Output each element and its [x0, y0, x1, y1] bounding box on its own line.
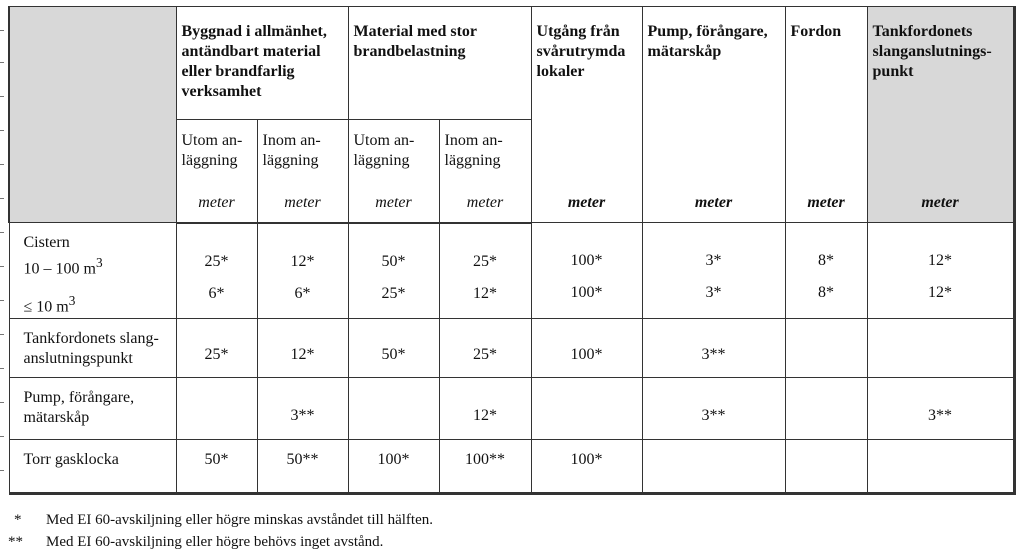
value-cell [176, 223, 257, 319]
value-cell: 100** [439, 439, 531, 493]
margin-tick [0, 130, 4, 131]
header-group-building: Byggnad i allmänhet, antändbart material eller brandfarlig verksamhet [176, 7, 348, 120]
value: 8* [818, 252, 835, 269]
unit-label: meter [284, 193, 321, 211]
cistern-sub2-label [24, 291, 171, 317]
value-cell [785, 439, 867, 493]
value: 12* [928, 252, 953, 269]
value-cell [785, 318, 867, 377]
footnote-mark: ** [8, 534, 23, 550]
margin-tick [0, 334, 4, 335]
value: 100* [570, 252, 603, 269]
header-pump-label: Pump, förångare, mätarskåp [647, 23, 768, 60]
value-cell: 100* [348, 439, 439, 493]
value-cell [531, 377, 642, 439]
value: 100* [570, 284, 603, 301]
value: 6* [208, 284, 225, 302]
value-cell [348, 223, 439, 319]
footnote [8, 533, 383, 551]
margin-tick [0, 198, 4, 199]
footnote [8, 511, 433, 529]
table-row-gasholder [9, 439, 1014, 493]
subheader-inside [439, 120, 531, 223]
value-cell [785, 377, 867, 439]
value-cell [642, 439, 785, 493]
value: 8* [818, 284, 835, 301]
table-row-hose-point [9, 318, 1014, 377]
value: 3* [705, 252, 722, 269]
table-row-pump [9, 377, 1014, 439]
value-cell [348, 377, 439, 439]
cistern-sub2-text: ≤ 10 m [23, 298, 69, 316]
row-label-cistern [9, 223, 176, 319]
margin-tick [0, 436, 4, 437]
corner-cell [9, 7, 176, 223]
cistern-sub1-text: 10 – 100 m [23, 260, 96, 278]
subheader-outside-label: Utom an-läggning [181, 132, 243, 169]
value-cell: 100* [531, 318, 642, 377]
value-cell: 50* [348, 318, 439, 377]
value-cell [867, 318, 1014, 377]
value: 25* [204, 252, 229, 270]
header-exit [531, 7, 642, 223]
unit-label: meter [921, 194, 959, 211]
header-hose-point [867, 7, 1014, 223]
header-group-material: Material med stor brandbelastning [348, 7, 531, 120]
value-cell [176, 377, 257, 439]
footnote-mark: * [14, 512, 22, 528]
footnote-text: Med EI 60-avskiljning eller högre minskas avståndet till hälften. [46, 512, 433, 528]
margin-tick [0, 266, 4, 267]
footnote-text: Med EI 60-avskiljning eller högre behövs inget avstånd. [46, 534, 384, 550]
value: 25* [381, 284, 406, 302]
margin-tick [0, 402, 4, 403]
value-cell [642, 223, 785, 319]
value-cell: 50* [176, 439, 257, 493]
value-cell: 3** [867, 377, 1014, 439]
header-hose-point-label: Tankfordonets slanganslutnings-punkt [872, 23, 992, 80]
row-label-hose-point: Tankfordonets slang-anslutningspunkt [9, 318, 176, 377]
value-cell: 12* [257, 318, 348, 377]
value-cell: 25* [176, 318, 257, 377]
value-cell: 50** [257, 439, 348, 493]
cistern-sub1-label [24, 253, 171, 279]
subheader-inside-label: Inom an-läggning [444, 132, 503, 169]
row-label-pump: Pump, förångare, mätarskåp [9, 377, 176, 439]
value: 12* [290, 252, 315, 270]
value-cell [867, 223, 1014, 319]
value-cell [531, 223, 642, 319]
value-cell: 3** [642, 318, 785, 377]
row-label-gasholder: Torr gasklocka [9, 439, 176, 493]
value: 12* [928, 284, 953, 301]
unit-label: meter [694, 194, 733, 211]
table-row-cistern [9, 223, 1014, 319]
margin-tick [0, 232, 4, 233]
unit-label: meter [375, 193, 412, 211]
value-cell [867, 439, 1014, 493]
value: 12* [473, 284, 497, 302]
margin-tick [0, 30, 4, 31]
margin-tick [0, 470, 4, 471]
value-cell [785, 223, 867, 319]
value-cell [257, 223, 348, 319]
unit-label: meter [807, 194, 845, 211]
margin-tick [0, 164, 4, 165]
subheader-inside [257, 120, 348, 223]
header-pump [642, 7, 785, 223]
subheader-outside [176, 120, 257, 223]
cistern-sub2-sup: 3 [68, 293, 76, 309]
cistern-sub1-sup: 3 [95, 255, 103, 270]
value-cell: 25* [439, 318, 531, 377]
subheader-outside [348, 120, 439, 223]
value: 3* [705, 284, 722, 301]
subheader-outside-label: Utom an-läggning [353, 132, 415, 169]
unit-label: meter [466, 193, 504, 211]
value: 25* [473, 252, 497, 270]
margin-tick [0, 62, 4, 63]
header-exit-label: Utgång från svårutrymda lokaler [536, 23, 626, 80]
cistern-label: Cistern [23, 234, 70, 251]
safety-distance-table [8, 6, 1016, 495]
margin-tick [0, 300, 4, 301]
header-vehicle [785, 7, 867, 223]
value-cell [439, 223, 531, 319]
value: 6* [294, 284, 311, 302]
value: 50* [381, 252, 406, 270]
unit-label: meter [198, 193, 235, 211]
value-cell: 3** [257, 377, 348, 439]
value-cell: 12* [439, 377, 531, 439]
subheader-inside-label: Inom an-läggning [262, 132, 321, 169]
unit-label: meter [567, 194, 606, 211]
margin-tick [0, 96, 4, 97]
margin-tick [0, 368, 4, 369]
value-cell: 100* [531, 439, 642, 493]
value-cell: 3** [642, 377, 785, 439]
header-vehicle-label: Fordon [790, 23, 842, 40]
